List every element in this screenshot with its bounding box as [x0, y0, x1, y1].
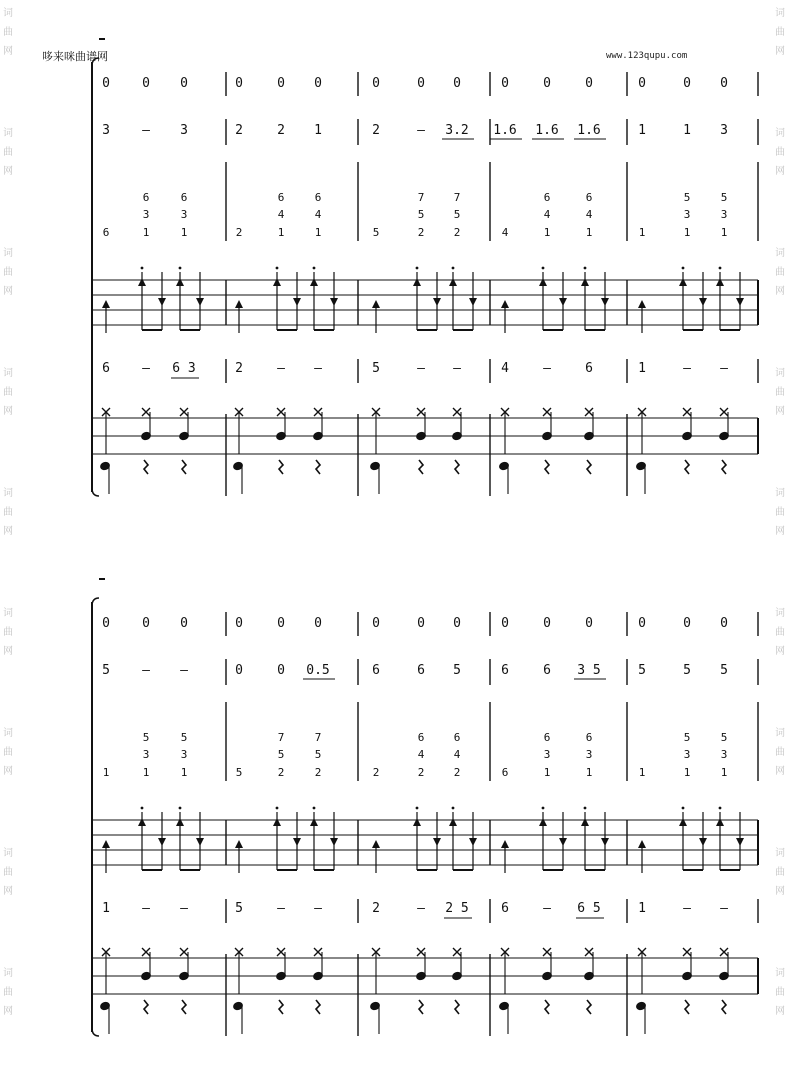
sax-note: 5 [720, 663, 728, 678]
staccato-dot [141, 807, 144, 810]
watermark-right-8: 词 曲 网 [775, 848, 785, 897]
guitar-upstroke-arrow [449, 818, 457, 826]
measure-number [99, 578, 105, 580]
guitar-upstroke-arrow [372, 840, 380, 848]
synth-note: 7 [417, 191, 425, 204]
guitar-upstroke-arrow [273, 818, 281, 826]
watermark-left-7: 词 曲 网 [3, 728, 13, 777]
melody-note: 0 [683, 616, 691, 631]
sax-note: 5 [453, 663, 461, 678]
watermark-left-3: 词 曲 网 [3, 248, 13, 297]
synth-bass-note: 1 [543, 226, 551, 239]
synth-bass-note: 1 [683, 226, 691, 239]
synth-bass-note: 1 [720, 766, 728, 779]
synth-note: 6 [453, 731, 461, 744]
synth-note: 3 [720, 748, 728, 761]
bass-note: — [417, 901, 425, 916]
synth-bass-note: 2 [235, 226, 243, 239]
synth-note: 6 [314, 191, 322, 204]
guitar-downstroke-arrow [736, 838, 744, 846]
sax-note: — [142, 663, 150, 678]
bass-note: 6 [501, 901, 509, 916]
sax-note: 3 5 [577, 663, 601, 678]
melody-note: 0 [180, 76, 188, 91]
staccato-dot [276, 807, 279, 810]
synth-bass-note: 1 [720, 226, 728, 239]
melody-note: 0 [543, 76, 551, 91]
hihat-cross [417, 948, 425, 956]
bass-note: 5 [372, 361, 380, 376]
bass-note: — [142, 901, 150, 916]
watermark-right-4: 词 曲 网 [775, 368, 785, 417]
synth-bass-note: 5 [235, 766, 243, 779]
melody-note: 0 [720, 616, 728, 631]
synth-note: 5 [417, 208, 425, 221]
staccato-dot [719, 807, 722, 810]
synth-bass-note: 5 [372, 226, 380, 239]
guitar-upstroke-arrow [102, 840, 110, 848]
sax-note: 1.6 [535, 123, 559, 138]
sax-note: 1 [314, 123, 322, 138]
sax-note: 5 [683, 663, 691, 678]
sax-note: 5 [102, 663, 110, 678]
synth-note: 3 [180, 208, 188, 221]
melody-note: 0 [180, 616, 188, 631]
bass-note: — [543, 901, 551, 916]
melody-note: 0 [314, 76, 322, 91]
bass-note: 4 [501, 361, 509, 376]
sax-note: 3.2 [445, 123, 469, 138]
sax-note: — [142, 123, 150, 138]
sax-note: 2 [235, 123, 243, 138]
staccato-dot [542, 807, 545, 810]
guitar-downstroke-arrow [330, 838, 338, 846]
synth-note: 5 [277, 748, 285, 761]
hihat-cross [142, 948, 150, 956]
quarter-rest [455, 1000, 459, 1014]
synth-bass-note: 1 [543, 766, 551, 779]
synth-bass-note: 4 [501, 226, 509, 239]
sax-note: 6 [543, 663, 551, 678]
sax-note: 1 [638, 123, 646, 138]
watermark-left-1: 词 曲 网 [3, 8, 13, 57]
guitar-upstroke-arrow [310, 818, 318, 826]
synth-note: 4 [417, 748, 425, 761]
bass-note: — [180, 901, 188, 916]
synth-note: 3 [585, 748, 593, 761]
synth-bass-note: 2 [372, 766, 380, 779]
sax-note: 0.5 [306, 663, 330, 678]
sax-note: 1 [683, 123, 691, 138]
watermark-right-5: 词 曲 网 [775, 488, 785, 537]
guitar-upstroke-arrow [413, 818, 421, 826]
watermark-right-7: 词 曲 网 [775, 728, 785, 777]
watermark-right-3: 词 曲 网 [775, 248, 785, 297]
synth-note: 3 [683, 748, 691, 761]
melody-note: 0 [372, 616, 380, 631]
staccato-dot [416, 807, 419, 810]
melody-note: 0 [417, 616, 425, 631]
hihat-cross [585, 948, 593, 956]
bracket-hook-top [92, 598, 99, 606]
synth-note: 6 [543, 191, 551, 204]
melody-note: 0 [543, 616, 551, 631]
watermark-left-4: 词 曲 网 [3, 368, 13, 417]
synth-note: 4 [314, 208, 322, 221]
sax-note: — [417, 123, 425, 138]
synth-bass-note: 1 [585, 226, 593, 239]
synth-note: 3 [720, 208, 728, 221]
guitar-downstroke-arrow [699, 838, 707, 846]
staccato-dot [179, 807, 182, 810]
watermark-right-2: 词 曲 网 [775, 128, 785, 177]
watermark-right-6: 词 曲 网 [775, 608, 785, 657]
synth-note: 5 [683, 191, 691, 204]
synth-note: 4 [453, 748, 461, 761]
quarter-rest [722, 1000, 726, 1014]
synth-bass-note: 1 [638, 766, 646, 779]
guitar-upstroke-arrow [679, 818, 687, 826]
bass-note: — [543, 361, 551, 376]
melody-note: 0 [720, 76, 728, 91]
synth-note: 6 [543, 731, 551, 744]
synth-note: 5 [683, 731, 691, 744]
synth-note: 6 [277, 191, 285, 204]
synth-note: 6 [585, 731, 593, 744]
synth-note: 3 [543, 748, 551, 761]
watermark-left-8: 词 曲 网 [3, 848, 13, 897]
synth-bass-note: 6 [501, 766, 509, 779]
watermark-left-5: 词 曲 网 [3, 488, 13, 537]
sax-note: 0 [235, 663, 243, 678]
synth-bass-note: 1 [277, 226, 285, 239]
hihat-cross [543, 948, 551, 956]
bass-note: — [720, 361, 728, 376]
hihat-cross [180, 948, 188, 956]
synth-note: 4 [277, 208, 285, 221]
watermark-left-6: 词 曲 网 [3, 608, 13, 657]
guitar-upstroke-arrow [176, 818, 184, 826]
watermark-left-2: 词 曲 网 [3, 128, 13, 177]
hihat-cross [720, 948, 728, 956]
synth-bass-note: 2 [417, 766, 425, 779]
melody-note: 0 [372, 76, 380, 91]
sax-note: — [180, 663, 188, 678]
melody-note: 0 [235, 616, 243, 631]
bass-note: 2 [235, 361, 243, 376]
synth-bass-note: 2 [453, 766, 461, 779]
hihat-cross [453, 948, 461, 956]
sax-note: 6 [501, 663, 509, 678]
synth-note: 6 [417, 731, 425, 744]
bass-note: 2 [372, 901, 380, 916]
site-url: www.123qupu.com [606, 51, 688, 61]
melody-note: 0 [417, 76, 425, 91]
site-name: 哆来咪曲谱网 [42, 50, 108, 63]
melody-note: 0 [142, 76, 150, 91]
bracket-hook-bottom [92, 1028, 99, 1036]
synth-bass-note: 2 [453, 226, 461, 239]
bass-note: — [277, 361, 285, 376]
bass-note: 6 [585, 361, 593, 376]
guitar-downstroke-arrow [196, 838, 204, 846]
quarter-rest [279, 1000, 283, 1014]
bass-note: — [720, 901, 728, 916]
synth-bass-note: 1 [102, 766, 110, 779]
melody-note: 0 [102, 616, 110, 631]
sax-note: 1.6 [577, 123, 601, 138]
quarter-rest [144, 1000, 148, 1014]
synth-note: 5 [314, 748, 322, 761]
quarter-rest [316, 1000, 320, 1014]
quarter-rest [587, 1000, 591, 1014]
melody-note: 0 [585, 616, 593, 631]
melody-note: 0 [453, 76, 461, 91]
staccato-dot [313, 807, 316, 810]
guitar-downstroke-arrow [559, 838, 567, 846]
guitar-downstroke-arrow [158, 838, 166, 846]
guitar-downstroke-arrow [293, 838, 301, 846]
sax-note: 1.6 [493, 123, 517, 138]
guitar-upstroke-arrow [581, 818, 589, 826]
melody-note: 0 [501, 76, 509, 91]
guitar-downstroke-arrow [433, 838, 441, 846]
synth-note: 7 [277, 731, 285, 744]
hihat-cross [314, 948, 322, 956]
synth-note: 6 [142, 191, 150, 204]
quarter-rest [545, 1000, 549, 1014]
bass-note: — [314, 361, 322, 376]
sax-note: 6 [372, 663, 380, 678]
synth-bass-note: 1 [142, 766, 150, 779]
synth-bass-note: 1 [180, 766, 188, 779]
sax-note: 2 [277, 123, 285, 138]
bass-note: 1 [638, 901, 646, 916]
sax-note: 6 [417, 663, 425, 678]
melody-note: 0 [453, 616, 461, 631]
synth-note: 5 [720, 731, 728, 744]
quarter-rest [685, 1000, 689, 1014]
synth-note: 6 [585, 191, 593, 204]
melody-note: 0 [235, 76, 243, 91]
hihat-cross [683, 948, 691, 956]
watermark-right-9: 词 曲 网 [775, 968, 785, 1017]
sax-note: 5 [638, 663, 646, 678]
melody-note: 0 [683, 76, 691, 91]
sax-note: 3 [720, 123, 728, 138]
synth-note: 4 [543, 208, 551, 221]
synth-note: 3 [142, 748, 150, 761]
sax-note: 2 [372, 123, 380, 138]
melody-note: 0 [277, 616, 285, 631]
quarter-rest [182, 1000, 186, 1014]
melody-note: 0 [638, 76, 646, 91]
melody-note: 0 [314, 616, 322, 631]
synth-note: 4 [585, 208, 593, 221]
bass-note: 2 5 [445, 901, 469, 916]
synth-note: 7 [453, 191, 461, 204]
bass-note: 1 [638, 361, 646, 376]
synth-bass-note: 1 [180, 226, 188, 239]
guitar-upstroke-arrow [138, 818, 146, 826]
synth-bass-note: 1 [638, 226, 646, 239]
synth-bass-note: 2 [314, 766, 322, 779]
synth-bass-note: 1 [683, 766, 691, 779]
melody-note: 0 [585, 76, 593, 91]
synth-bass-note: 2 [277, 766, 285, 779]
synth-bass-note: 1 [314, 226, 322, 239]
synth-bass-note: 1 [585, 766, 593, 779]
guitar-downstroke-arrow [601, 838, 609, 846]
bass-note: — [142, 361, 150, 376]
synth-note: 5 [142, 731, 150, 744]
guitar-upstroke-arrow [539, 818, 547, 826]
bass-note: — [453, 361, 461, 376]
bass-note: — [683, 361, 691, 376]
synth-note: 5 [180, 731, 188, 744]
bass-note: 6 3 [172, 361, 196, 376]
bass-note: — [417, 361, 425, 376]
guitar-upstroke-arrow [638, 840, 646, 848]
bass-note: 6 5 [577, 901, 601, 916]
bass-note: — [314, 901, 322, 916]
synth-note: 3 [180, 748, 188, 761]
synth-note: 3 [683, 208, 691, 221]
sax-note: 0 [277, 663, 285, 678]
staccato-dot [682, 807, 685, 810]
guitar-upstroke-arrow [235, 840, 243, 848]
melody-note: 0 [102, 76, 110, 91]
melody-note: 0 [277, 76, 285, 91]
synth-note: 5 [720, 191, 728, 204]
guitar-downstroke-arrow [469, 838, 477, 846]
watermark-left-9: 词 曲 网 [3, 968, 13, 1017]
guitar-upstroke-arrow [716, 818, 724, 826]
synth-note: 6 [180, 191, 188, 204]
staccato-dot [584, 807, 587, 810]
staccato-dot [452, 807, 455, 810]
bass-note: 5 [235, 901, 243, 916]
synth-bass-note: 1 [142, 226, 150, 239]
synth-note: 5 [453, 208, 461, 221]
sax-note: 3 [180, 123, 188, 138]
hihat-cross [277, 948, 285, 956]
melody-note: 0 [638, 616, 646, 631]
bass-note: — [277, 901, 285, 916]
melody-note: 0 [501, 616, 509, 631]
synth-bass-note: 2 [417, 226, 425, 239]
guitar-upstroke-arrow [501, 840, 509, 848]
synth-note: 7 [314, 731, 322, 744]
quarter-rest [419, 1000, 423, 1014]
bass-note: 1 [102, 901, 110, 916]
sax-note: 3 [102, 123, 110, 138]
melody-note: 0 [142, 616, 150, 631]
bass-note: — [683, 901, 691, 916]
bass-note: 6 [102, 361, 110, 376]
synth-note: 3 [142, 208, 150, 221]
synth-bass-note: 6 [102, 226, 110, 239]
watermark-right-1: 词 曲 网 [775, 8, 785, 57]
